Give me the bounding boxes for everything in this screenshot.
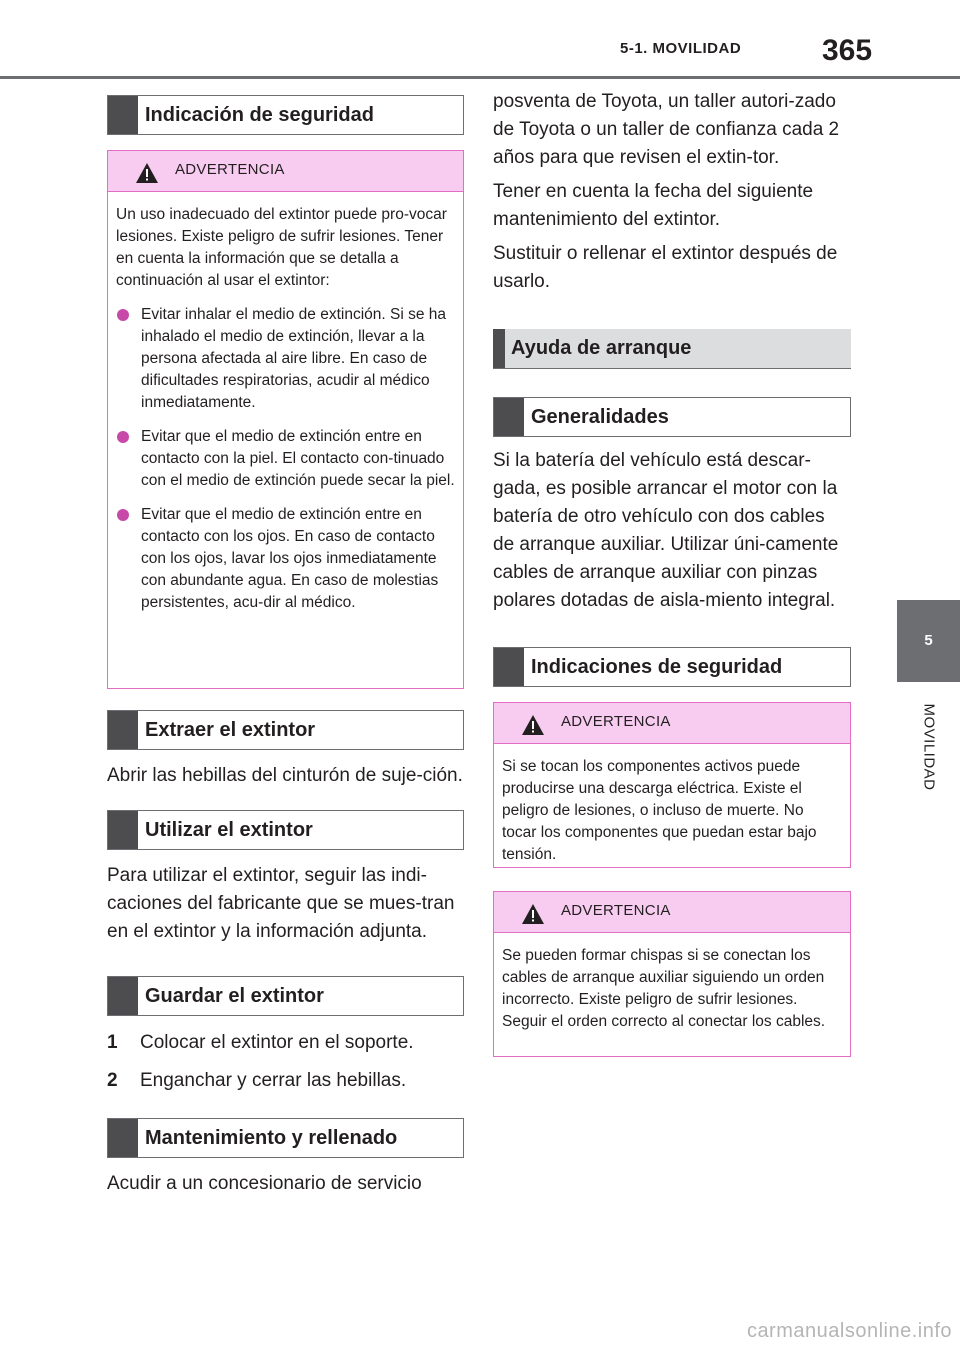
step-text: Enganchar y cerrar las hebillas. [140, 1070, 407, 1091]
warning-box-electric [493, 702, 851, 868]
heading-bar [108, 977, 138, 1015]
general-text: Si la batería del vehículo está descar-gada, es posible arrancar el motor con la batería de otro vehículo con dos cables de arranque auxiliar. Utilizar úni-camente cables de arranque auxiliar con pinzas polares dotadas de aisla-miento integral. [493, 450, 839, 611]
warning-box-extinguisher [107, 150, 464, 689]
warning-header [108, 151, 463, 192]
heading-extract [107, 710, 464, 750]
chapter-tab-label [897, 688, 960, 806]
warning-bullet [116, 426, 455, 492]
extract-text: Abrir las hebillas del cinturón de suje-ción. [107, 765, 463, 786]
heading-safety [107, 95, 464, 135]
heading-safety-2-title: Indicaciones de seguridad [531, 656, 783, 678]
step-number: 2 [107, 1070, 118, 1091]
header-rule [0, 76, 960, 79]
warning-body [108, 192, 463, 624]
warning-title: ADVERTENCIA [561, 902, 671, 919]
warning-header [494, 892, 850, 933]
right-column [493, 88, 851, 1057]
warning-bullet-text: Evitar que el medio de extinción entre en contacto con los ojos. En caso de contacto con los ojos, lavar los ojos inmediatamente con abundante agua. En caso de molestias persistentes, acu-dir al médico. [141, 506, 439, 611]
heading-use [107, 810, 464, 850]
heading-safety-2 [493, 647, 851, 687]
warning-body [494, 933, 850, 1043]
heading-bar [494, 398, 524, 436]
watermark: carmanualsonline.info [746, 1320, 952, 1342]
heading-bar [493, 329, 505, 368]
section-title: 5-1. MOVILIDAD [620, 40, 742, 57]
warning-box-sparks [493, 891, 851, 1057]
left-column [107, 95, 464, 1198]
bullet-dot-icon [117, 431, 129, 443]
heading-bar [494, 648, 524, 686]
warning-triangle-icon [522, 904, 544, 924]
warning-intro: Un uso inadecuado del extintor puede pro-vocar lesiones. Existe peligro de sufrir lesiones. Tener en cuenta la información que se detalla a continuación al usar el extintor: [116, 206, 447, 289]
chapter-tab-label-text: MOVILIDAD [920, 703, 937, 791]
use-text: Para utilizar el extintor, seguir las indi-caciones del fabricante que se mues-tran en el extintor y la información adjunta. [107, 865, 455, 942]
heading-bar [108, 811, 138, 849]
maintenance-date-text: Tener en cuenta la fecha del siguiente mantenimiento del extintor. [493, 181, 814, 230]
maintenance-text-cont: posventa de Toyota, un taller autori-zado de Toyota o un taller de confianza cada 2 años para que revisen el extin-tor. [493, 91, 840, 168]
heading-safety-title: Indicación de seguridad [145, 104, 374, 126]
heading-maintenance-title: Mantenimiento y rellenado [145, 1127, 398, 1149]
warning-triangle-icon [522, 715, 544, 735]
page-number: 365 [822, 34, 873, 67]
heading-store [107, 976, 464, 1016]
warning-text: Si se tocan los componentes activos puede producirse una descarga eléctrica. Existe el peligro de lesiones, o incluso de muerte. No tocar los componentes que puedan estar bajo tensión. [502, 758, 817, 863]
warning-text: Se pueden formar chispas si se conectan los cables de arranque auxiliar siguiendo un orden incorrecto. Existe peligro de sufrir lesiones. Seguir el orden correcto al conectar los cables. [502, 947, 826, 1030]
heading-extract-title: Extraer el extintor [145, 719, 316, 741]
step-item [107, 1067, 464, 1095]
heading-bar [108, 96, 138, 134]
heading-general [493, 397, 851, 437]
heading-jump-start-title: Ayuda de arranque [511, 337, 692, 359]
warning-bullet [116, 504, 455, 614]
heading-bar [108, 711, 138, 749]
warning-title: ADVERTENCIA [175, 161, 285, 178]
heading-store-title: Guardar el extintor [145, 985, 324, 1007]
heading-jump-start [493, 329, 851, 369]
step-number: 1 [107, 1032, 118, 1053]
warning-triangle-icon [136, 163, 158, 183]
bullet-dot-icon [117, 309, 129, 321]
warning-bullet-text: Evitar que el medio de extinción entre en contacto con la piel. El contacto con-tinuado con el medio de extinción puede secar la piel. [141, 428, 455, 489]
step-item [107, 1029, 464, 1057]
warning-body [494, 744, 850, 876]
heading-maintenance [107, 1118, 464, 1158]
heading-general-title: Generalidades [531, 406, 669, 428]
heading-bar [108, 1119, 138, 1157]
warning-header [494, 703, 850, 744]
warning-bullet [116, 304, 455, 414]
bullet-dot-icon [117, 509, 129, 521]
warning-bullet-text: Evitar inhalar el medio de extinción. Si se ha inhalado el medio de extinción, llevar a la persona afectada al aire libre. En caso de dificultades respiratorias, acudir al médico inmediatamente. [141, 306, 446, 411]
maintenance-text: Acudir a un concesionario de servicio [107, 1173, 422, 1194]
chapter-tab-number: 5 [897, 600, 960, 682]
step-text: Colocar el extintor en el soporte. [140, 1032, 414, 1053]
maintenance-replace-text: Sustituir o rellenar el extintor después de usarlo. [493, 243, 838, 292]
heading-use-title: Utilizar el extintor [145, 819, 313, 841]
warning-title: ADVERTENCIA [561, 713, 671, 730]
